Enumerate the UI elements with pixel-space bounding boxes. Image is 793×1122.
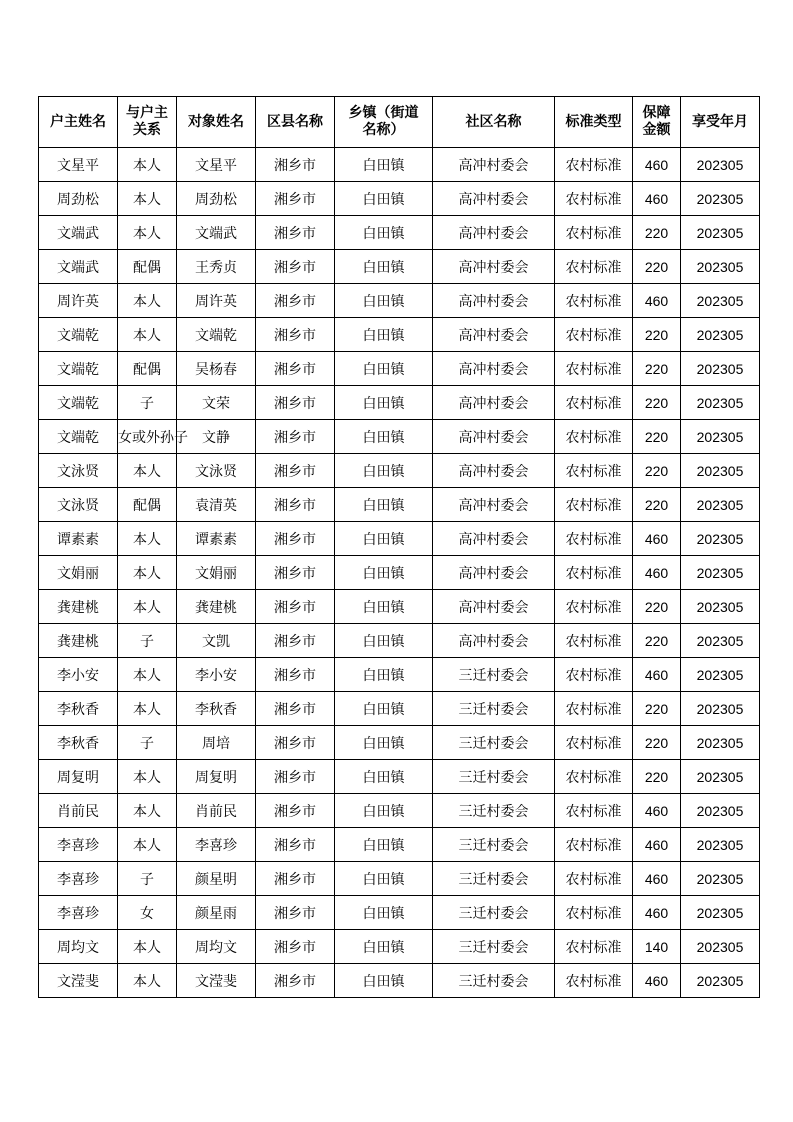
cell-community: 三迁村委会 [433,964,555,998]
cell-standard-type: 农村标准 [555,930,633,964]
cell-township: 白田镇 [335,760,433,794]
table-row [39,386,760,420]
cell-township: 白田镇 [335,488,433,522]
cell-amount: 460 [633,862,681,896]
cell-recipient-name: 龚建桃 [177,590,256,624]
table-row [39,624,760,658]
cell-amount: 220 [633,454,681,488]
cell-household-head: 李秋香 [39,726,118,760]
cell-period: 202305 [681,420,760,454]
cell-relation: 本人 [118,284,177,318]
cell-recipient-name: 肖前民 [177,794,256,828]
cell-recipient-name: 颜星明 [177,862,256,896]
cell-household-head: 李喜珍 [39,896,118,930]
cell-community: 高冲村委会 [433,488,555,522]
cell-recipient-name: 周均文 [177,930,256,964]
cell-county: 湘乡市 [256,794,335,828]
cell-household-head: 龚建桃 [39,590,118,624]
cell-amount: 460 [633,182,681,216]
cell-recipient-name: 李秋香 [177,692,256,726]
cell-recipient-name: 文凯 [177,624,256,658]
cell-community: 高冲村委会 [433,250,555,284]
cell-township: 白田镇 [335,454,433,488]
cell-period: 202305 [681,556,760,590]
cell-household-head: 文泳贤 [39,488,118,522]
cell-county: 湘乡市 [256,454,335,488]
cell-period: 202305 [681,284,760,318]
cell-relation: 配偶 [118,488,177,522]
cell-period: 202305 [681,692,760,726]
cell-township: 白田镇 [335,624,433,658]
cell-county: 湘乡市 [256,522,335,556]
cell-household-head: 周劲松 [39,182,118,216]
table-row [39,148,760,182]
cell-relation: 本人 [118,318,177,352]
cell-period: 202305 [681,794,760,828]
cell-amount: 220 [633,760,681,794]
table-row [39,930,760,964]
cell-household-head: 文端乾 [39,352,118,386]
cell-household-head: 文端乾 [39,386,118,420]
cell-county: 湘乡市 [256,488,335,522]
cell-recipient-name: 颜星雨 [177,896,256,930]
assistance-roster-table [38,96,760,998]
cell-amount: 460 [633,794,681,828]
cell-recipient-name: 王秀贞 [177,250,256,284]
cell-community: 高冲村委会 [433,216,555,250]
cell-household-head: 谭素素 [39,522,118,556]
cell-recipient-name: 文荣 [177,386,256,420]
cell-household-head: 文泳贤 [39,454,118,488]
cell-period: 202305 [681,522,760,556]
cell-county: 湘乡市 [256,284,335,318]
cell-community: 三迁村委会 [433,862,555,896]
cell-amount: 460 [633,284,681,318]
cell-household-head: 龚建桃 [39,624,118,658]
cell-community: 高冲村委会 [433,590,555,624]
table-row [39,284,760,318]
cell-standard-type: 农村标准 [555,352,633,386]
cell-community: 三迁村委会 [433,794,555,828]
cell-amount: 460 [633,658,681,692]
cell-township: 白田镇 [335,726,433,760]
cell-community: 高冲村委会 [433,454,555,488]
table-row [39,488,760,522]
cell-standard-type: 农村标准 [555,726,633,760]
table-row [39,828,760,862]
cell-township: 白田镇 [335,658,433,692]
cell-standard-type: 农村标准 [555,522,633,556]
cell-community: 高冲村委会 [433,386,555,420]
cell-recipient-name: 周劲松 [177,182,256,216]
column-header-recipient-name: 对象姓名 [177,97,256,148]
cell-county: 湘乡市 [256,216,335,250]
table-row [39,556,760,590]
cell-standard-type: 农村标准 [555,488,633,522]
cell-township: 白田镇 [335,862,433,896]
table-row [39,182,760,216]
cell-household-head: 文端乾 [39,420,118,454]
cell-period: 202305 [681,182,760,216]
cell-county: 湘乡市 [256,964,335,998]
cell-period: 202305 [681,658,760,692]
cell-recipient-name: 周培 [177,726,256,760]
cell-standard-type: 农村标准 [555,318,633,352]
cell-township: 白田镇 [335,182,433,216]
cell-relation: 本人 [118,148,177,182]
cell-relation: 子 [118,624,177,658]
column-header-period: 享受年月 [681,97,760,148]
cell-standard-type: 农村标准 [555,862,633,896]
cell-amount: 220 [633,624,681,658]
cell-county: 湘乡市 [256,590,335,624]
cell-amount: 460 [633,828,681,862]
cell-relation: 本人 [118,930,177,964]
table-row [39,760,760,794]
cell-community: 高冲村委会 [433,420,555,454]
cell-amount: 460 [633,964,681,998]
cell-recipient-name: 吴杨春 [177,352,256,386]
cell-period: 202305 [681,828,760,862]
cell-period: 202305 [681,964,760,998]
table-row [39,522,760,556]
cell-relation: 本人 [118,964,177,998]
cell-standard-type: 农村标准 [555,148,633,182]
cell-township: 白田镇 [335,318,433,352]
cell-standard-type: 农村标准 [555,556,633,590]
cell-relation: 本人 [118,760,177,794]
cell-relation: 本人 [118,828,177,862]
cell-township: 白田镇 [335,216,433,250]
column-header-community: 社区名称 [433,97,555,148]
cell-standard-type: 农村标准 [555,964,633,998]
cell-recipient-name: 文端武 [177,216,256,250]
cell-recipient-name: 文端乾 [177,318,256,352]
table-body [39,148,760,998]
cell-recipient-name: 文滢斐 [177,964,256,998]
cell-amount: 460 [633,522,681,556]
cell-standard-type: 农村标准 [555,624,633,658]
cell-household-head: 文娟丽 [39,556,118,590]
cell-household-head: 肖前民 [39,794,118,828]
cell-county: 湘乡市 [256,726,335,760]
cell-standard-type: 农村标准 [555,896,633,930]
cell-household-head: 李喜珍 [39,862,118,896]
cell-community: 三迁村委会 [433,760,555,794]
cell-relation: 子 [118,386,177,420]
table-row [39,896,760,930]
cell-relation: 本人 [118,182,177,216]
column-header-standard-type: 标准类型 [555,97,633,148]
cell-relation: 本人 [118,590,177,624]
cell-county: 湘乡市 [256,420,335,454]
cell-recipient-name: 周许英 [177,284,256,318]
cell-township: 白田镇 [335,794,433,828]
cell-amount: 220 [633,386,681,420]
cell-period: 202305 [681,624,760,658]
cell-household-head: 李秋香 [39,692,118,726]
cell-relation: 配偶 [118,250,177,284]
cell-period: 202305 [681,726,760,760]
cell-community: 三迁村委会 [433,828,555,862]
cell-township: 白田镇 [335,828,433,862]
cell-community: 高冲村委会 [433,318,555,352]
cell-township: 白田镇 [335,386,433,420]
cell-county: 湘乡市 [256,828,335,862]
cell-period: 202305 [681,250,760,284]
cell-county: 湘乡市 [256,896,335,930]
cell-community: 高冲村委会 [433,148,555,182]
cell-period: 202305 [681,760,760,794]
cell-township: 白田镇 [335,250,433,284]
cell-standard-type: 农村标准 [555,794,633,828]
cell-county: 湘乡市 [256,182,335,216]
cell-standard-type: 农村标准 [555,250,633,284]
cell-community: 高冲村委会 [433,624,555,658]
column-header-amount: 保障 金额 [633,97,681,148]
cell-period: 202305 [681,454,760,488]
table-row [39,352,760,386]
table-row [39,454,760,488]
column-header-household-head: 户主姓名 [39,97,118,148]
cell-relation: 子 [118,726,177,760]
cell-township: 白田镇 [335,896,433,930]
cell-household-head: 文端武 [39,250,118,284]
cell-period: 202305 [681,930,760,964]
cell-community: 高冲村委会 [433,284,555,318]
cell-relation: 子 [118,862,177,896]
cell-household-head: 文星平 [39,148,118,182]
cell-community: 三迁村委会 [433,658,555,692]
table-row [39,964,760,998]
cell-standard-type: 农村标准 [555,284,633,318]
table-row [39,590,760,624]
cell-township: 白田镇 [335,692,433,726]
cell-county: 湘乡市 [256,386,335,420]
cell-standard-type: 农村标准 [555,658,633,692]
cell-county: 湘乡市 [256,318,335,352]
cell-amount: 220 [633,352,681,386]
cell-township: 白田镇 [335,590,433,624]
cell-recipient-name: 李小安 [177,658,256,692]
cell-county: 湘乡市 [256,930,335,964]
cell-amount: 140 [633,930,681,964]
cell-period: 202305 [681,352,760,386]
cell-recipient-name: 文娟丽 [177,556,256,590]
cell-community: 三迁村委会 [433,896,555,930]
table-row [39,726,760,760]
cell-recipient-name: 周复明 [177,760,256,794]
cell-amount: 460 [633,556,681,590]
cell-amount: 460 [633,896,681,930]
cell-period: 202305 [681,148,760,182]
cell-recipient-name: 文泳贤 [177,454,256,488]
cell-period: 202305 [681,318,760,352]
cell-township: 白田镇 [335,930,433,964]
cell-standard-type: 农村标准 [555,420,633,454]
cell-household-head: 李小安 [39,658,118,692]
cell-amount: 220 [633,692,681,726]
table-row [39,216,760,250]
cell-standard-type: 农村标准 [555,828,633,862]
cell-recipient-name: 谭素素 [177,522,256,556]
cell-relation: 女或外孙子 [118,420,177,454]
cell-township: 白田镇 [335,556,433,590]
cell-township: 白田镇 [335,420,433,454]
cell-period: 202305 [681,488,760,522]
cell-amount: 220 [633,420,681,454]
cell-county: 湘乡市 [256,556,335,590]
cell-county: 湘乡市 [256,250,335,284]
cell-recipient-name: 袁清英 [177,488,256,522]
cell-county: 湘乡市 [256,148,335,182]
cell-amount: 220 [633,250,681,284]
column-header-relation: 与户主 关系 [118,97,177,148]
cell-amount: 220 [633,318,681,352]
cell-county: 湘乡市 [256,352,335,386]
cell-community: 三迁村委会 [433,692,555,726]
cell-recipient-name: 文星平 [177,148,256,182]
cell-recipient-name: 文静 [177,420,256,454]
cell-household-head: 周许英 [39,284,118,318]
cell-period: 202305 [681,896,760,930]
table-row [39,692,760,726]
cell-township: 白田镇 [335,148,433,182]
column-header-county: 区县名称 [256,97,335,148]
cell-county: 湘乡市 [256,862,335,896]
table-row [39,658,760,692]
cell-standard-type: 农村标准 [555,692,633,726]
table-header-row [39,97,760,148]
cell-standard-type: 农村标准 [555,386,633,420]
cell-standard-type: 农村标准 [555,760,633,794]
cell-relation: 本人 [118,794,177,828]
cell-county: 湘乡市 [256,658,335,692]
cell-community: 三迁村委会 [433,930,555,964]
cell-household-head: 文端乾 [39,318,118,352]
cell-relation: 女 [118,896,177,930]
cell-community: 高冲村委会 [433,556,555,590]
cell-relation: 本人 [118,692,177,726]
table-row [39,794,760,828]
cell-household-head: 周均文 [39,930,118,964]
cell-household-head: 李喜珍 [39,828,118,862]
cell-township: 白田镇 [335,284,433,318]
cell-relation: 本人 [118,454,177,488]
cell-county: 湘乡市 [256,692,335,726]
cell-township: 白田镇 [335,964,433,998]
cell-recipient-name: 李喜珍 [177,828,256,862]
cell-standard-type: 农村标准 [555,182,633,216]
cell-period: 202305 [681,386,760,420]
cell-community: 三迁村委会 [433,726,555,760]
cell-township: 白田镇 [335,352,433,386]
cell-relation: 配偶 [118,352,177,386]
cell-household-head: 周复明 [39,760,118,794]
cell-community: 高冲村委会 [433,352,555,386]
cell-community: 高冲村委会 [433,522,555,556]
cell-county: 湘乡市 [256,760,335,794]
cell-standard-type: 农村标准 [555,216,633,250]
cell-standard-type: 农村标准 [555,454,633,488]
table-row [39,250,760,284]
table-row [39,862,760,896]
cell-household-head: 文端武 [39,216,118,250]
column-header-township: 乡镇（街道 名称） [335,97,433,148]
table-row [39,420,760,454]
cell-amount: 220 [633,488,681,522]
cell-amount: 220 [633,726,681,760]
cell-relation: 本人 [118,556,177,590]
cell-standard-type: 农村标准 [555,590,633,624]
cell-period: 202305 [681,590,760,624]
cell-amount: 220 [633,216,681,250]
table-row [39,318,760,352]
cell-amount: 460 [633,148,681,182]
cell-community: 高冲村委会 [433,182,555,216]
cell-relation: 本人 [118,658,177,692]
cell-period: 202305 [681,862,760,896]
cell-amount: 220 [633,590,681,624]
cell-relation: 本人 [118,216,177,250]
cell-period: 202305 [681,216,760,250]
cell-township: 白田镇 [335,522,433,556]
cell-household-head: 文滢斐 [39,964,118,998]
cell-relation: 本人 [118,522,177,556]
cell-county: 湘乡市 [256,624,335,658]
